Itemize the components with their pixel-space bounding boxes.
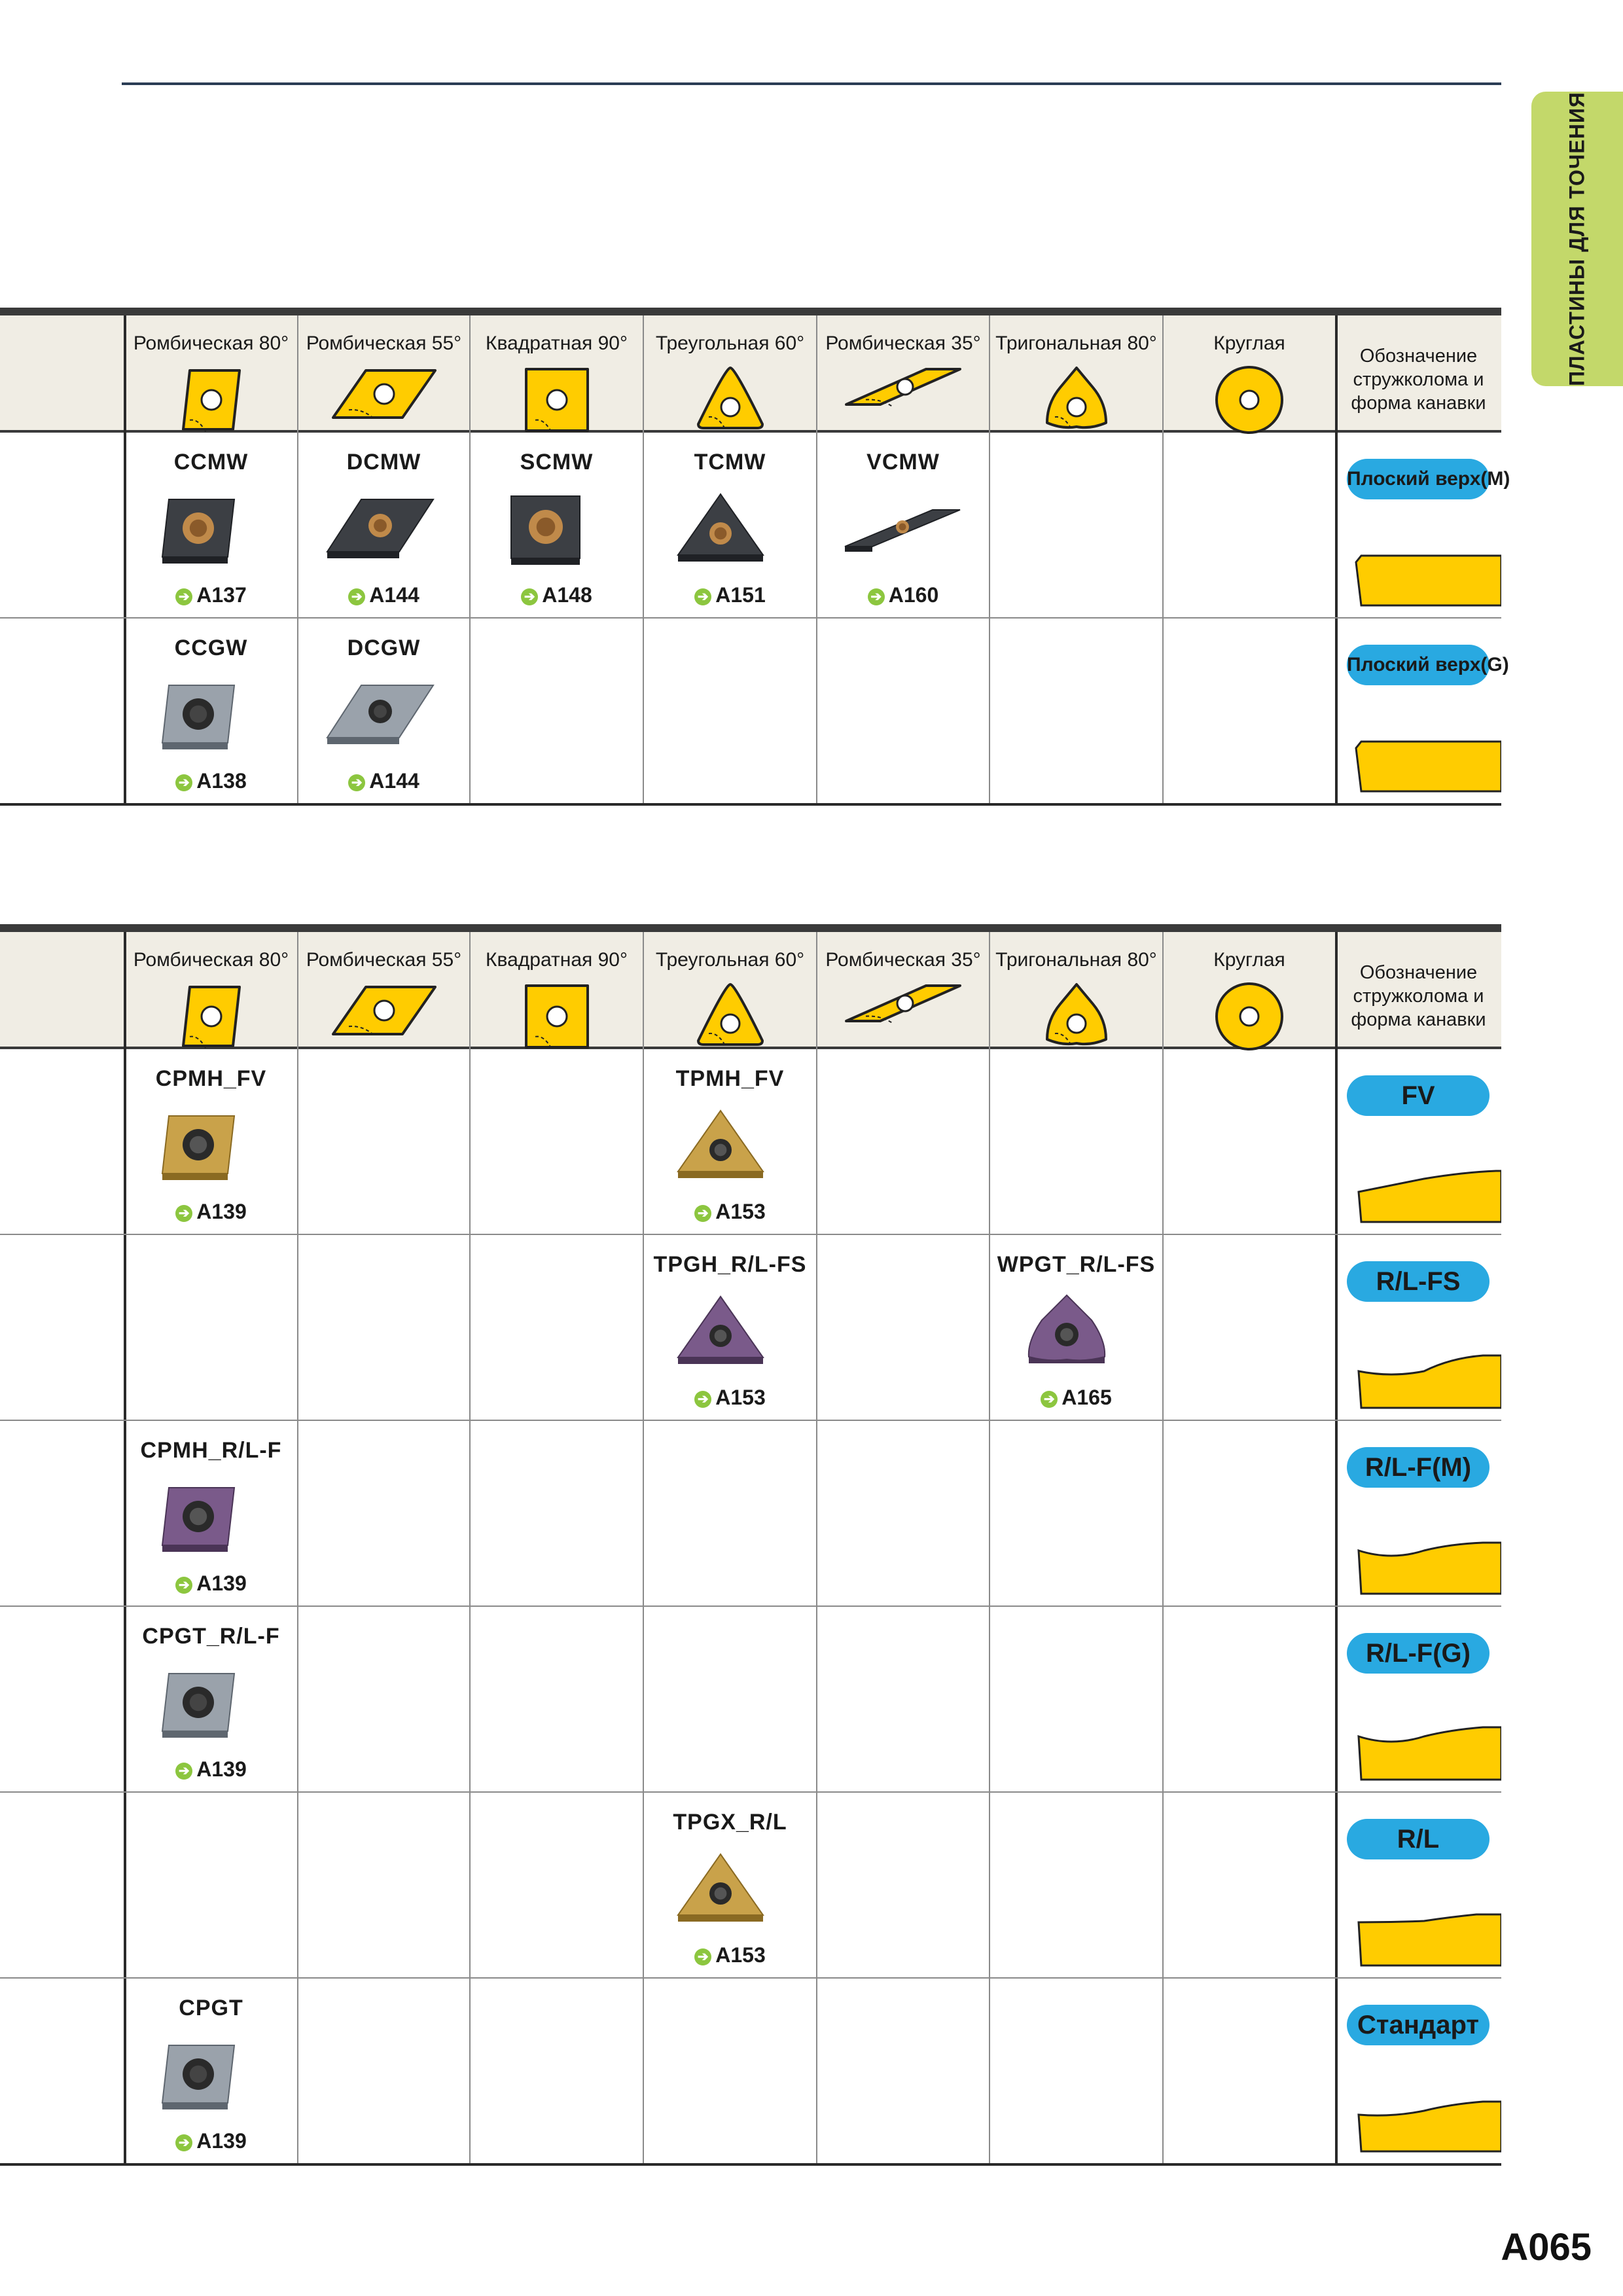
page-reference: A165 xyxy=(1061,1386,1112,1409)
header-label: Тригональная 80° xyxy=(995,332,1157,354)
header-rhombic-80 xyxy=(124,932,298,1047)
triangle-60-icon xyxy=(694,980,766,1049)
chipbreaker-badge: R/L xyxy=(1347,1819,1489,1859)
chipbreaker-badge: R/L-F(M) xyxy=(1347,1447,1489,1488)
column-divider xyxy=(1162,315,1164,804)
header-rhombic-35 xyxy=(817,932,990,1047)
column-divider xyxy=(1162,932,1164,2164)
insert-cell[interactable] xyxy=(124,619,298,804)
rhombic-55-icon xyxy=(325,364,443,423)
chipbreaker-badge: Плоский верх(M) xyxy=(1347,459,1489,499)
header-label: Ромбическая 80° xyxy=(133,332,289,354)
insert-cell[interactable] xyxy=(124,1979,298,2164)
page-reference: A153 xyxy=(715,1200,766,1223)
chipbreaker-badge: R/L-F(G) xyxy=(1347,1633,1489,1674)
arrow-right-icon: ➔ xyxy=(694,1948,711,1965)
page-reference: A139 xyxy=(196,2129,247,2153)
insert-table-chipbreakers xyxy=(0,924,1501,2164)
chipbreaker-badge: FV xyxy=(1347,1075,1489,1116)
side-tab-label: ПЛАСТИНЫ ДЛЯ ТОЧЕНИЯ xyxy=(1565,92,1589,386)
header-chipbreaker-designation xyxy=(1336,315,1501,430)
chipbreaker-badge: Стандарт xyxy=(1347,2005,1489,2045)
insert-cell[interactable] xyxy=(643,1049,817,1235)
insert-image xyxy=(149,1475,274,1560)
insert-cell[interactable] xyxy=(298,619,470,804)
page-reference-link[interactable] xyxy=(298,583,470,607)
chipbreaker-profile xyxy=(1352,1723,1501,1786)
rhombic-55-icon xyxy=(325,980,443,1039)
insert-cell[interactable] xyxy=(470,433,643,619)
insert-image xyxy=(495,486,619,571)
header-square-90 xyxy=(470,315,643,430)
round-icon xyxy=(1213,980,1285,1052)
column-divider xyxy=(1335,315,1338,804)
header-label: Ромбическая 35° xyxy=(825,332,981,354)
page-reference-link[interactable] xyxy=(124,1571,298,1596)
insert-cell[interactable] xyxy=(124,1607,298,1793)
header-designation-line: Обозначение xyxy=(1359,346,1478,367)
rhombic-35-icon xyxy=(841,980,965,1026)
arrow-right-icon: ➔ xyxy=(175,1205,192,1222)
insert-image xyxy=(322,672,446,757)
header-label: Круглая xyxy=(1213,332,1285,354)
header-square-90 xyxy=(470,932,643,1047)
page-reference-link[interactable] xyxy=(643,583,817,607)
page-reference: A139 xyxy=(196,1200,247,1223)
header-label: Треугольная 60° xyxy=(655,332,805,354)
triangle-60-icon xyxy=(694,364,766,432)
insert-cell[interactable] xyxy=(124,1049,298,1235)
insert-cell[interactable] xyxy=(990,1235,1163,1421)
header-designation-line: стружколома и xyxy=(1353,986,1484,1007)
insert-cell[interactable] xyxy=(124,1421,298,1607)
header-rhombic-80 xyxy=(124,315,298,430)
arrow-right-icon: ➔ xyxy=(348,588,365,605)
insert-image xyxy=(668,486,793,571)
insert-image xyxy=(149,486,274,571)
insert-cell[interactable] xyxy=(643,1235,817,1421)
insert-code: CPGT_R/L-F xyxy=(142,1624,280,1649)
arrow-right-icon: ➔ xyxy=(868,588,885,605)
header-round xyxy=(1163,315,1336,430)
arrow-right-icon: ➔ xyxy=(521,588,538,605)
insert-image xyxy=(841,486,965,571)
column-divider xyxy=(469,932,471,2164)
page-reference-link[interactable] xyxy=(124,1200,298,1224)
insert-cell[interactable] xyxy=(643,1793,817,1979)
arrow-right-icon: ➔ xyxy=(175,588,192,605)
square-90-icon xyxy=(521,364,593,436)
insert-cell[interactable] xyxy=(124,433,298,619)
header-label: Квадратная 90° xyxy=(486,949,628,971)
page-reference-link[interactable] xyxy=(643,1386,817,1410)
header-rhombic-55 xyxy=(298,315,470,430)
insert-code: CPGT xyxy=(179,1996,243,2020)
page-reference: A153 xyxy=(715,1386,766,1409)
header-designation-line: стружколома и xyxy=(1353,369,1484,390)
header-label: Квадратная 90° xyxy=(486,332,628,354)
page-reference: A153 xyxy=(715,1943,766,1967)
page-reference: A148 xyxy=(542,583,592,607)
insert-image xyxy=(668,1103,793,1188)
trigon-80-icon xyxy=(1041,364,1113,432)
header-rhombic-35 xyxy=(817,315,990,430)
insert-code: TPMH_FV xyxy=(675,1066,785,1091)
header-designation-line: формa канавки xyxy=(1351,393,1486,414)
insert-table-flat-top xyxy=(0,308,1510,804)
header-designation-line: формa канавки xyxy=(1351,1009,1486,1030)
page-reference-link[interactable] xyxy=(643,1200,817,1224)
header-label: Тригональная 80° xyxy=(995,949,1157,971)
table-top-bar xyxy=(0,308,1501,315)
insert-code: CCMW xyxy=(173,450,249,475)
insert-image xyxy=(149,1660,274,1746)
page-reference: A137 xyxy=(196,583,247,607)
chipbreaker-profile xyxy=(1352,1352,1501,1414)
header-chipbreaker-designation xyxy=(1336,932,1501,1047)
insert-image xyxy=(668,1846,793,1931)
page-reference-link[interactable] xyxy=(124,769,298,793)
page-reference-link[interactable] xyxy=(643,1943,817,1967)
header-triangle-60 xyxy=(643,315,817,430)
insert-code: CPMH_FV xyxy=(155,1066,267,1091)
page-reference: A144 xyxy=(369,769,419,793)
insert-cell[interactable] xyxy=(817,433,990,619)
arrow-right-icon: ➔ xyxy=(175,774,192,791)
arrow-right-icon: ➔ xyxy=(694,588,711,605)
header-trigon-80 xyxy=(990,932,1163,1047)
insert-image xyxy=(149,672,274,757)
insert-code: WPGT_R/L-FS xyxy=(997,1252,1156,1277)
arrow-right-icon: ➔ xyxy=(1041,1391,1058,1408)
column-divider xyxy=(1335,932,1338,2164)
chipbreaker-badge: R/L-FS xyxy=(1347,1261,1489,1302)
arrow-right-icon: ➔ xyxy=(348,774,365,791)
page-reference: A139 xyxy=(196,1571,247,1595)
page-reference-link[interactable] xyxy=(470,583,643,607)
chipbreaker-profile xyxy=(1352,1537,1501,1600)
page-reference: A139 xyxy=(196,1757,247,1781)
header-label: Ромбическая 35° xyxy=(825,949,981,971)
header-rhombic-55 xyxy=(298,932,470,1047)
insert-code: TPGX_R/L xyxy=(673,1810,787,1835)
insert-code: TPGH_R/L-FS xyxy=(653,1252,807,1277)
insert-code: CPMH_R/L-F xyxy=(140,1438,282,1463)
chipbreaker-profile xyxy=(1352,1909,1501,1972)
header-label: Ромбическая 55° xyxy=(306,949,462,971)
header-trigon-80 xyxy=(990,315,1163,430)
page-reference-link[interactable] xyxy=(124,1757,298,1782)
insert-image xyxy=(668,1289,793,1374)
chipbreaker-profile xyxy=(1352,549,1501,612)
table-top-bar xyxy=(0,924,1501,932)
chipbreaker-profile xyxy=(1352,735,1501,798)
header-label: Ромбическая 55° xyxy=(306,332,462,354)
arrow-right-icon: ➔ xyxy=(694,1391,711,1408)
page-reference-link[interactable] xyxy=(124,2129,298,2153)
header-label: Круглая xyxy=(1213,949,1285,971)
insert-image xyxy=(1014,1289,1139,1374)
header-label: Ромбическая 80° xyxy=(133,949,289,971)
page-reference-link[interactable] xyxy=(124,583,298,607)
arrow-right-icon: ➔ xyxy=(175,2134,192,2151)
insert-cell[interactable] xyxy=(298,433,470,619)
arrow-right-icon: ➔ xyxy=(694,1205,711,1222)
insert-code: DCMW xyxy=(346,450,421,475)
arrow-right-icon: ➔ xyxy=(175,1577,192,1594)
header-triangle-60 xyxy=(643,932,817,1047)
chipbreaker-badge: Плоский верх(G) xyxy=(1347,645,1489,685)
insert-image xyxy=(322,486,446,571)
round-icon xyxy=(1213,364,1285,436)
insert-code: VCMW xyxy=(866,450,940,475)
page-reference: A151 xyxy=(715,583,766,607)
insert-code: SCMW xyxy=(520,450,594,475)
square-90-icon xyxy=(521,980,593,1052)
trigon-80-icon xyxy=(1041,980,1113,1049)
arrow-right-icon: ➔ xyxy=(175,1763,192,1780)
header-designation-line: Обозначение xyxy=(1359,962,1478,983)
insert-code: CCGW xyxy=(174,636,248,660)
rhombic-80-icon xyxy=(175,980,247,1052)
insert-cell[interactable] xyxy=(643,433,817,619)
header-round xyxy=(1163,932,1336,1047)
top-rule xyxy=(122,82,1501,85)
insert-code: TCMW xyxy=(694,450,766,475)
header-label: Треугольная 60° xyxy=(655,949,805,971)
insert-image xyxy=(149,2032,274,2117)
insert-image xyxy=(149,1103,274,1188)
rhombic-80-icon xyxy=(175,364,247,436)
page-reference: A144 xyxy=(369,583,419,607)
page-reference: A160 xyxy=(888,583,939,607)
rhombic-35-icon xyxy=(841,364,965,410)
page-number: A065 xyxy=(1501,2226,1592,2269)
chipbreaker-profile xyxy=(1352,1166,1501,1229)
page-reference-link[interactable] xyxy=(990,1386,1163,1410)
column-divider xyxy=(989,932,990,2164)
page-reference: A138 xyxy=(196,769,247,793)
insert-code: DCGW xyxy=(347,636,421,660)
chipbreaker-profile xyxy=(1352,2095,1501,2158)
page-reference-link[interactable] xyxy=(817,583,990,607)
section-side-tab xyxy=(1531,92,1623,386)
page-reference-link[interactable] xyxy=(298,769,470,793)
